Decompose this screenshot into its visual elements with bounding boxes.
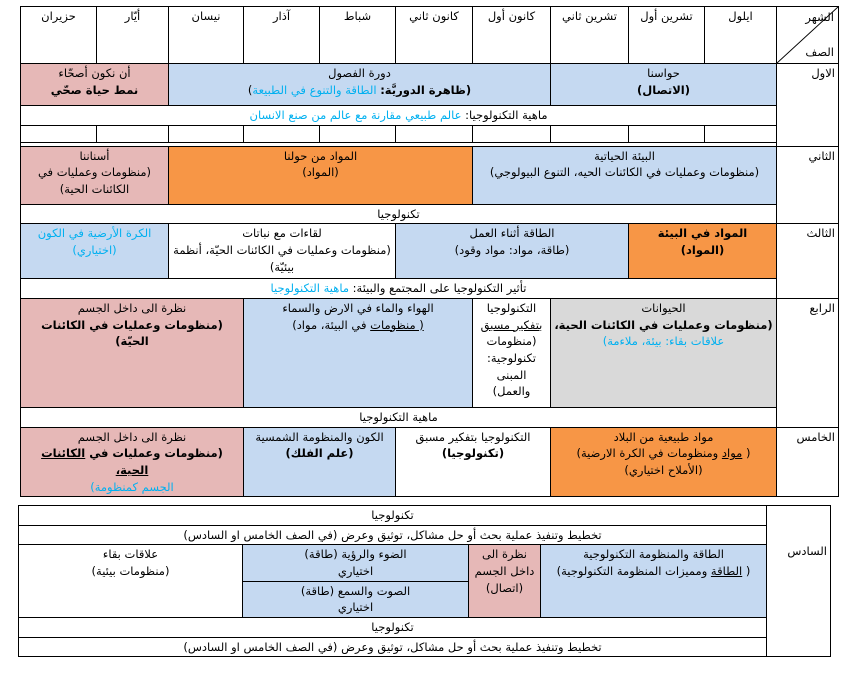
unit-title: لقاءات مع نباتات	[242, 226, 322, 241]
month-header: نيسان	[169, 7, 244, 64]
grade-label-1: الاول	[777, 64, 839, 147]
grade6-unit-body	[469, 545, 541, 618]
month-header: تشرين أول	[629, 7, 705, 64]
grade3-tech-row	[21, 279, 839, 299]
grade5-unit-solar-system	[244, 427, 396, 497]
unit-subtitle: ومنظومات في الكرة الارضية)	[576, 446, 719, 461]
unit-subtitle: (تكنولوجيا)	[441, 446, 505, 461]
grade6-unit-light	[243, 545, 469, 581]
grade2-unit-teeth	[21, 146, 169, 204]
unit-subtitle: (منظومات وعمليات في الكائنات الحيه، التنوع البيولوجي)	[489, 165, 760, 180]
grade4-units-row	[21, 299, 839, 408]
unit-title: المواد في البيئة	[657, 226, 748, 241]
grade-label-text: السادس	[787, 544, 827, 558]
grade-label-5: الخامس	[777, 427, 839, 497]
month-header: كانون أول	[473, 7, 551, 64]
unit-subtitle: في البيئة، مواد)	[292, 317, 367, 332]
unit-subtitle: (منظومات بيئية)	[91, 564, 170, 579]
unit-subtitle-end: )	[247, 82, 253, 97]
grade6-units-row-a	[19, 545, 831, 581]
unit-title-2: بتفكير مسبق	[480, 317, 543, 332]
unit-title: المواد من حولنا	[283, 148, 358, 163]
grade2-unit-habitat	[473, 146, 777, 204]
grade4-tech-cell: ماهية التكنولوجيا	[21, 408, 777, 428]
grade2-unit-materials	[169, 146, 473, 204]
grade1-tech-cell	[21, 106, 777, 126]
month-header: حزيران	[21, 7, 97, 64]
unit-subtitle: (منظومات تكنولوجية: المبنى والعمل)	[486, 334, 537, 399]
unit-subtitle: (الاتصال)	[637, 82, 690, 97]
unit-subtitle: (المواد)	[680, 243, 725, 258]
empty-cell	[473, 125, 551, 142]
unit-highlight: علاقات بقاء: بيئة، ملاءمة)	[602, 334, 725, 349]
unit-title: أسناننا	[79, 148, 110, 163]
grade6-tech-row-2	[19, 618, 831, 638]
grade6-tech-row	[19, 506, 831, 526]
grade6-plan-cell: تخطيط وتنفيذ عملية بحث أو حل مشاكل، توثيق وعرض (في الصف الخامس او السادس)	[19, 525, 767, 545]
unit-title: نظرة الى داخل الجسم	[77, 429, 187, 444]
month-header: أيّار	[97, 7, 169, 64]
empty-cell	[396, 125, 473, 142]
header-corner-cell	[777, 7, 839, 64]
header-month-label: الشهر	[805, 10, 834, 24]
grade2-tech-cell: تكنولوجيا	[21, 204, 777, 224]
empty-cell	[629, 125, 705, 142]
grade4-unit-animals	[551, 299, 777, 408]
unit-title: التكنولوجيا	[486, 301, 537, 316]
grade3-unit-plants	[169, 224, 396, 279]
grade6-plan-cell-2: تخطيط وتنفيذ عملية بحث أو حل مشاكل، توثيق وعرض (في الصف الخامس او السادس)	[19, 637, 767, 657]
unit-subtitle: نمط حياة صحّي	[50, 82, 139, 97]
empty-cell	[244, 125, 320, 142]
unit-subtitle-ul: مواد	[721, 446, 743, 461]
unit-title: الضوء والرؤية (طاقة)	[304, 547, 407, 562]
grade2-tech-row	[21, 204, 839, 224]
unit-highlight: الجسم كمنظومة)	[90, 479, 174, 494]
unit-title: حواسنا	[647, 66, 680, 80]
grade5-units-row	[21, 427, 839, 497]
unit-subtitle: (ظاهرة الدوريَّة:	[380, 82, 472, 97]
grade6-tech-cell-2: تكنولوجيا	[19, 618, 767, 638]
unit-subtitle: (منظومات وعمليات في الكائنات الحية)	[37, 165, 152, 197]
header-grade-label: الصف	[805, 45, 834, 60]
tech-highlight: عالم طبيعي مقارنة مع عالم من صنع الانسان	[249, 108, 462, 122]
grade3-tech-cell	[21, 279, 777, 299]
grade-label-3: الثالث	[777, 224, 839, 299]
grade1-empty-row	[21, 125, 839, 142]
grade1-unit-senses	[551, 64, 777, 106]
unit-subtitle: (منظومات وعمليات في الكائنات الحيّة، أنظمة بيئيّة)	[173, 243, 391, 274]
unit-subtitle: (منظومات وعمليات في الكائنات الحيّة)	[41, 317, 223, 349]
grade-label-6	[767, 506, 831, 657]
empty-cell	[97, 125, 169, 142]
unit-subtitle: اختياري	[337, 600, 374, 615]
unit-subtitle: ومميزات المنظومة التكنولوجية)	[556, 564, 708, 579]
unit-subtitle: (اتصال)	[485, 580, 524, 595]
grade3-unit-earth-universe	[21, 224, 169, 279]
unit-subtitle: (منظومات وعمليات في الكائنات الحية،	[554, 317, 773, 332]
unit-highlight: الطاقة والتنوع في الطبيعة	[252, 82, 377, 97]
grade6-tech-cell: تكنولوجيا	[19, 506, 767, 526]
empty-cell	[169, 125, 244, 142]
unit-title: نظرة الى داخل الجسم	[77, 301, 187, 316]
unit-title: أن نكون أصحّاء	[58, 66, 131, 80]
grade5-unit-natural-materials	[551, 427, 777, 497]
unit-subtitle: (منظومات وعمليات في	[89, 446, 223, 461]
unit-subtitle-2: (الأملاح اختياري)	[624, 463, 703, 478]
grade6-unit-survival	[19, 545, 243, 618]
grade3-unit-energy-work	[396, 224, 629, 279]
grade5-unit-tech-thinking	[396, 427, 551, 497]
month-header: كانون ثاني	[396, 7, 473, 64]
grade2-units-row	[21, 146, 839, 204]
unit-subtitle-ul: الطاقة	[710, 564, 743, 579]
paren: (	[745, 446, 751, 461]
month-header: شباط	[320, 7, 396, 64]
grade6-plan-row	[19, 525, 831, 545]
unit-subtitle-ul: ( منظومات	[370, 317, 424, 332]
month-header: ايلول	[705, 7, 777, 64]
grade5-unit-body	[21, 427, 244, 497]
unit-subtitle: اختياري	[337, 564, 374, 579]
grade6-unit-energy-tech	[541, 545, 767, 618]
grade3-unit-materials-env	[629, 224, 777, 279]
month-header: تشرين ثاني	[551, 7, 629, 64]
unit-title: الكون والمنظومة الشمسية	[255, 429, 384, 444]
unit-title: الكرة الأرضية في الكون	[37, 226, 152, 241]
tech-prefix: ماهية التكنولوجيا:	[465, 108, 548, 122]
grade4-tech-row	[21, 408, 839, 428]
grade1-units-row	[21, 64, 839, 106]
grade1-unit-seasons	[169, 64, 551, 106]
months-header-row	[21, 7, 839, 64]
unit-subtitle-ul: الكائنات الحية،	[41, 446, 149, 478]
unit-title: البيئة الحياتية	[594, 148, 655, 163]
grade1-tech-row	[21, 106, 839, 126]
tech-prefix: تأثير التكنولوجيا على المجتمع والبيئة:	[352, 281, 527, 296]
grade3-units-row	[21, 224, 839, 279]
month-header: آذار	[244, 7, 320, 64]
empty-cell	[21, 125, 97, 142]
unit-subtitle: (المواد)	[302, 165, 339, 180]
grade6-unit-sound	[243, 581, 469, 617]
grade-label-2: الثاني	[777, 146, 839, 224]
grade4-unit-air-water	[244, 299, 473, 408]
unit-title: الهواء والماء في الارض والسماء	[282, 301, 434, 316]
paren: (	[745, 564, 751, 579]
grade1-unit-health	[21, 64, 169, 106]
empty-cell	[705, 125, 777, 142]
empty-cell	[320, 125, 396, 142]
unit-title: الحيوانات	[641, 301, 686, 316]
unit-title: الصوت والسمع (طاقة)	[300, 583, 411, 598]
unit-title: علاقات بقاء	[102, 547, 159, 562]
tech-highlight: ماهية التكنولوجيا	[270, 281, 350, 296]
unit-title: الطاقة أثناء العمل	[469, 226, 555, 241]
empty-cell	[551, 125, 629, 142]
unit-subtitle: (اختياري)	[72, 243, 117, 258]
unit-title: دورة الفصول	[328, 66, 391, 80]
unit-title: مواد طبيعية من البلاد	[613, 429, 714, 444]
unit-title: نظرة الى داخل الجسم	[474, 547, 535, 579]
grade4-unit-body	[21, 299, 244, 408]
curriculum-table-grade-6	[18, 505, 831, 657]
grade6-plan-row-2	[19, 637, 831, 657]
curriculum-table-grades-1-5	[20, 6, 839, 497]
unit-title: الطاقة والمنظومة التكنولوجية	[583, 547, 724, 562]
grade-label-4: الرابع	[777, 299, 839, 428]
unit-subtitle: (طاقة، مواد: مواد وقود)	[454, 243, 570, 258]
grade4-unit-tech-thinking	[473, 299, 551, 408]
unit-subtitle: (علم الفلك)	[285, 446, 354, 461]
unit-title: التكنولوجيا بتفكير مسبق	[415, 429, 531, 444]
